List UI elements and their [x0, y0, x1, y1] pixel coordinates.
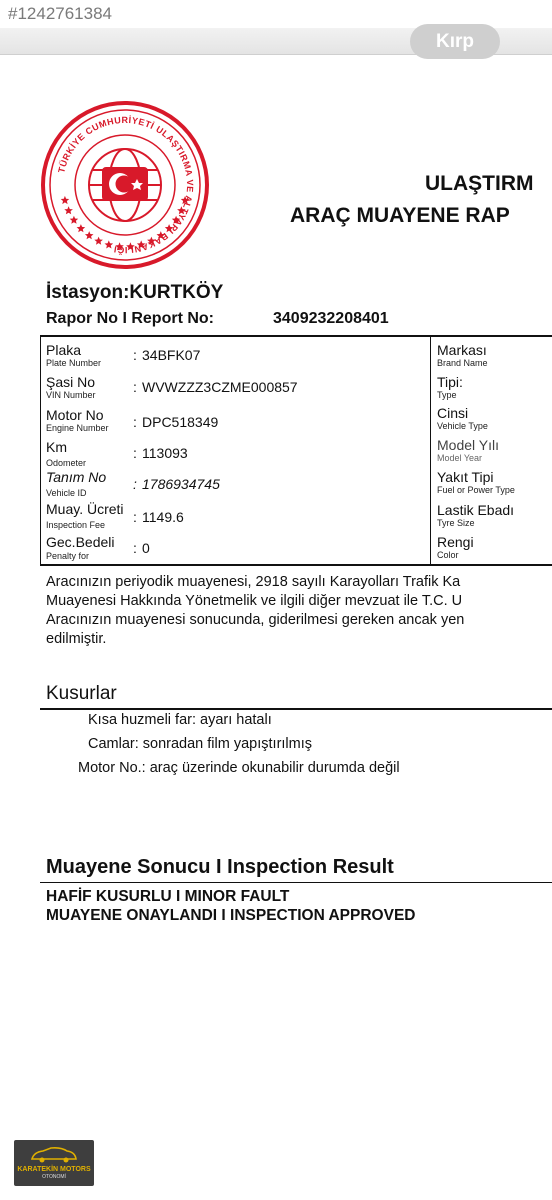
table-bottom-border: [40, 564, 552, 566]
result-line: MUAYENE ONAYLANDI I INSPECTION APPROVED: [46, 907, 416, 924]
field-label: Yakıt Tipi: [437, 469, 494, 485]
listing-id: #1242761384: [8, 4, 113, 23]
field-type: [437, 375, 463, 400]
field-value-plate: 34BFK07: [142, 347, 201, 363]
field-colon: :: [133, 379, 137, 395]
dealer-subtitle: OTONOMİ: [42, 1174, 66, 1180]
field-model-year: [437, 438, 499, 463]
result-rule: [40, 882, 552, 883]
table-left-border: [40, 336, 41, 564]
seal-star-icon: [70, 216, 79, 224]
field-colon: :: [133, 476, 137, 492]
field-vehicle-type: [437, 406, 488, 431]
dealer-logo: [14, 1140, 94, 1186]
field-label: Motor No: [46, 407, 104, 423]
station-name: İstasyon:KURTKÖY: [46, 282, 224, 303]
seal-star-icon: [105, 240, 114, 248]
field-label: Plaka: [46, 342, 82, 358]
field-fuel: [437, 470, 515, 495]
field-brand: [437, 343, 488, 368]
seal-star-icon: [64, 206, 73, 214]
defect-item: Camlar: sonradan film yapıştırılmış: [88, 736, 313, 752]
field-label: Rengi: [437, 534, 474, 550]
field-sublabel: Vehicle ID: [46, 488, 87, 498]
field-odometer: [46, 440, 86, 468]
field-value-penalty: 0: [142, 540, 150, 556]
car-icon: [29, 1146, 79, 1164]
dealer-name: KARATEKİN MOTORS: [17, 1166, 91, 1173]
table-top-border: [40, 335, 552, 337]
ministry-title: ULAŞTIRM: [425, 172, 534, 195]
crop-button[interactable]: Kırp: [410, 24, 500, 59]
paragraph-line: edilmiştir.: [46, 631, 107, 647]
field-tyre: [437, 503, 514, 528]
seal-star-icon: [85, 231, 94, 239]
field-sublabel: Fuel or Power Type: [437, 485, 515, 495]
field-sublabel: Model Year: [437, 453, 483, 463]
field-label: Lastik Ebadı: [437, 502, 515, 518]
field-label: Markası: [437, 342, 487, 358]
field-color: [437, 535, 474, 560]
field-sublabel: VIN Number: [46, 390, 96, 400]
field-sublabel: Type: [437, 390, 457, 400]
field-vehicle-id: [46, 470, 106, 498]
result-line: HAFİF KUSURLU I MINOR FAULT: [46, 888, 290, 905]
field-sublabel: Brand Name: [437, 358, 488, 368]
table-divider: [430, 336, 431, 564]
defects-title: Kusurlar: [46, 683, 117, 704]
field-sublabel: Penalty for: [46, 551, 90, 561]
field-sublabel: Odometer: [46, 458, 87, 468]
field-sublabel: Color: [437, 550, 459, 560]
defect-item: Motor No.: araç üzerinde okunabilir durumda değil: [78, 760, 400, 776]
paragraph-line: Aracınızın muayenesi sonucunda, giderilmesi gereken ancak yen: [46, 612, 465, 628]
field-label: Şasi No: [46, 374, 96, 390]
field-sublabel: Engine Number: [46, 423, 109, 433]
field-value-vin: WVWZZZ3CZME000857: [142, 379, 298, 395]
field-colon: :: [133, 540, 137, 556]
seal-star-icon: [77, 224, 86, 232]
field-value-fee: 1149.6: [142, 509, 184, 525]
field-label: Km: [46, 439, 67, 455]
field-colon: :: [133, 509, 137, 525]
inspection-paragraph: [46, 573, 552, 649]
field-plate: [46, 343, 101, 368]
field-label: Muay. Ücreti: [46, 501, 124, 517]
field-value-vehicle-id: 1786934745: [142, 476, 220, 492]
report-no-label: Rapor No I Report No:: [46, 310, 214, 327]
report-title: ARAÇ MUAYENE RAP: [290, 204, 510, 227]
ministry-seal: [40, 100, 210, 270]
field-vin: [46, 375, 96, 400]
seal-star-icon: [94, 237, 103, 245]
field-colon: :: [133, 414, 137, 430]
field-fee: [46, 502, 124, 530]
field-sublabel: Plate Number: [46, 358, 102, 368]
field-sublabel: Tyre Size: [437, 518, 475, 528]
field-label: Tanım No: [46, 469, 107, 485]
paragraph-line: Muayenesi Hakkında Yönetmelik ve ilgili diğer mevzuat ile T.C. U: [46, 593, 463, 609]
field-label: Cinsi: [437, 405, 469, 421]
field-colon: :: [133, 445, 137, 461]
field-colon: :: [133, 347, 137, 363]
field-label: Tipi:: [437, 374, 463, 390]
field-value-engine: DPC518349: [142, 414, 219, 430]
defect-item: Kısa huzmeli far: ayarı hatalı: [88, 712, 272, 728]
field-label: Gec.Bedeli: [46, 534, 115, 550]
report-no-value: 3409232208401: [273, 310, 389, 327]
field-label: Model Yılı: [437, 437, 499, 453]
result-title: Muayene Sonucu I Inspection Result: [46, 856, 394, 878]
defects-rule: [40, 708, 552, 710]
field-sublabel: Vehicle Type: [437, 421, 488, 431]
paragraph-line: Aracınızın periyodik muayenesi, 2918 sayılı Karayolları Trafik Ka: [46, 574, 461, 590]
field-value-odometer: 113093: [142, 445, 188, 461]
seal-text: TÜRKİYE CUMHURİYETİ ULAŞTIRMA VE ALTYAPI BAKANLIĞI: [56, 114, 196, 256]
field-penalty: [46, 535, 114, 561]
field-engine: [46, 408, 109, 433]
field-sublabel: Inspection Fee: [46, 520, 106, 530]
seal-star-icon: [61, 196, 69, 204]
